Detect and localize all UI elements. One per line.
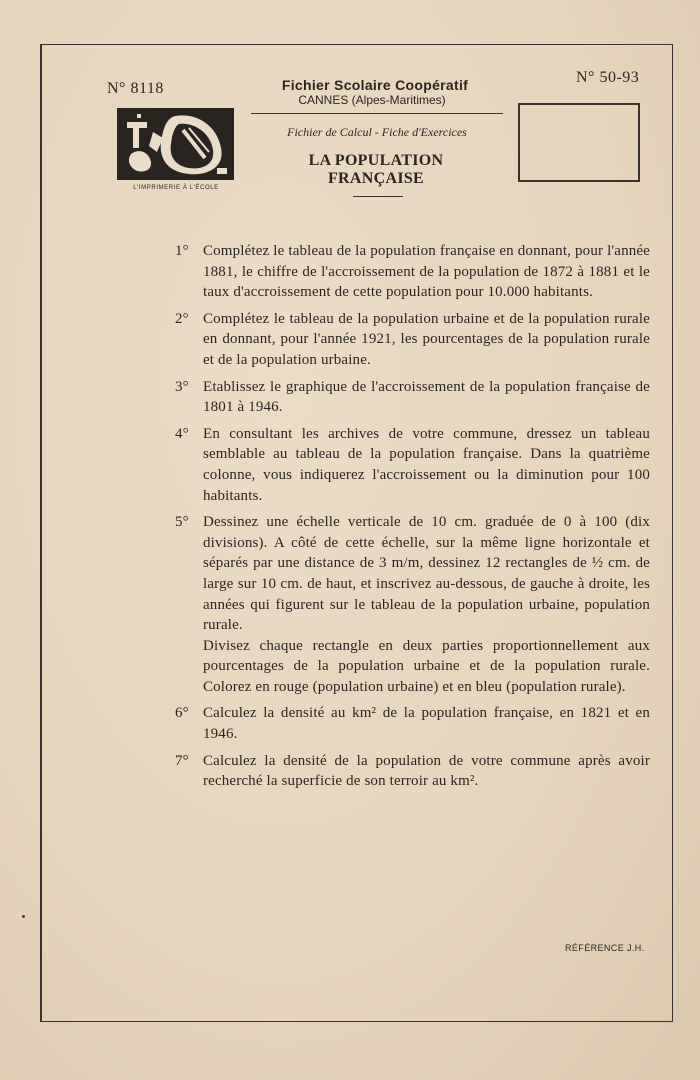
series-number: N° 50-93 <box>576 69 640 86</box>
header-block <box>250 77 500 107</box>
exercise-text: Dessinez une échelle verticale de 10 cm. graduée de 0 à 100 (dix divisions). A côté de cette échelle, sur la même ligne horizontale et séparés par une distance de 3 m/m, dessinez 12 rectangles de ½ cm. de large sur 10 cm. de haut, et inscrivez au-dessous, de gauche à droite, les années qui figurent sur le tableau de la population urbaine, population rurale. <box>203 514 650 634</box>
exercise-text: Calculez la densité au km² de la population française, en 1821 et en 1946. <box>203 705 650 743</box>
exercise-text: Calculez la densité de la population de votre commune après avoir recherché la superficie de son terroir au km². <box>203 752 650 790</box>
card-number: N° 8118 <box>107 80 164 97</box>
page-title-line-2: FRANÇAISE <box>327 170 425 187</box>
card-subtitle: Fichier de Calcul - Fiche d'Exercices <box>287 125 467 139</box>
exercise-number: 3° <box>175 378 189 395</box>
exercise-text: Etablissez le graphique de l'accroissement de la population française de 1801 à 1946. <box>203 378 650 416</box>
exercise-item <box>170 703 650 744</box>
exercise-item <box>170 751 650 792</box>
exercise-number: 1° <box>175 243 189 259</box>
page-title <box>270 152 482 188</box>
exercise-text: En consultant les archives de votre commune, dressez un tableau semblable au tableau de la population française. Dans la quatrième colonne, vous indiquerez l'accroissement ou la diminution pour 100 habitants. <box>203 425 650 504</box>
paper-speck <box>22 915 25 918</box>
exercise-number: 2° <box>175 310 189 327</box>
exercise-item <box>170 241 650 303</box>
exercise-text-continued: Divisez chaque rectangle en deux parties proportionnellement aux pourcentages de la population urbaine et de la population rurale. Colorez en rouge (population urbaine) et en bleu (population rurale). <box>203 637 650 695</box>
exercise-item <box>170 512 650 697</box>
printing-press-logo-icon <box>117 108 234 180</box>
exercise-item <box>170 309 650 371</box>
exercise-number: 7° <box>175 752 189 769</box>
title-underline <box>353 196 403 197</box>
exercise-item <box>170 377 650 418</box>
header-divider <box>251 113 503 114</box>
publisher-city: CANNES (Alpes-Maritimes) <box>298 93 446 107</box>
reference-note: RÉFÉRENCE J.H. <box>565 943 645 953</box>
exercise-list <box>170 241 650 798</box>
exercise-number: 6° <box>175 705 189 722</box>
exercise-item <box>170 424 650 506</box>
logo-caption: L'IMPRIMERIE À L'ÉCOLE <box>133 185 219 191</box>
exercise-text: Complétez le tableau de la population française en donnant, pour l'année 1881, le chiffre de l'accroissement de la population de 1872 à 1881 et le taux d'accroissement de cette population pour 10.000 habitants. <box>203 243 650 301</box>
stamp-box <box>518 103 640 182</box>
publisher-title: Fichier Scolaire Coopératif <box>281 77 469 93</box>
page-title-line-1: LA POPULATION <box>308 152 444 169</box>
exercise-number: 5° <box>175 514 189 531</box>
exercise-number: 4° <box>175 425 189 442</box>
exercise-text: Complétez le tableau de la population urbaine et de la population rurale en donnant, pour l'année 1921, les pourcentages de la population rurale et de la population urbaine. <box>203 310 650 368</box>
